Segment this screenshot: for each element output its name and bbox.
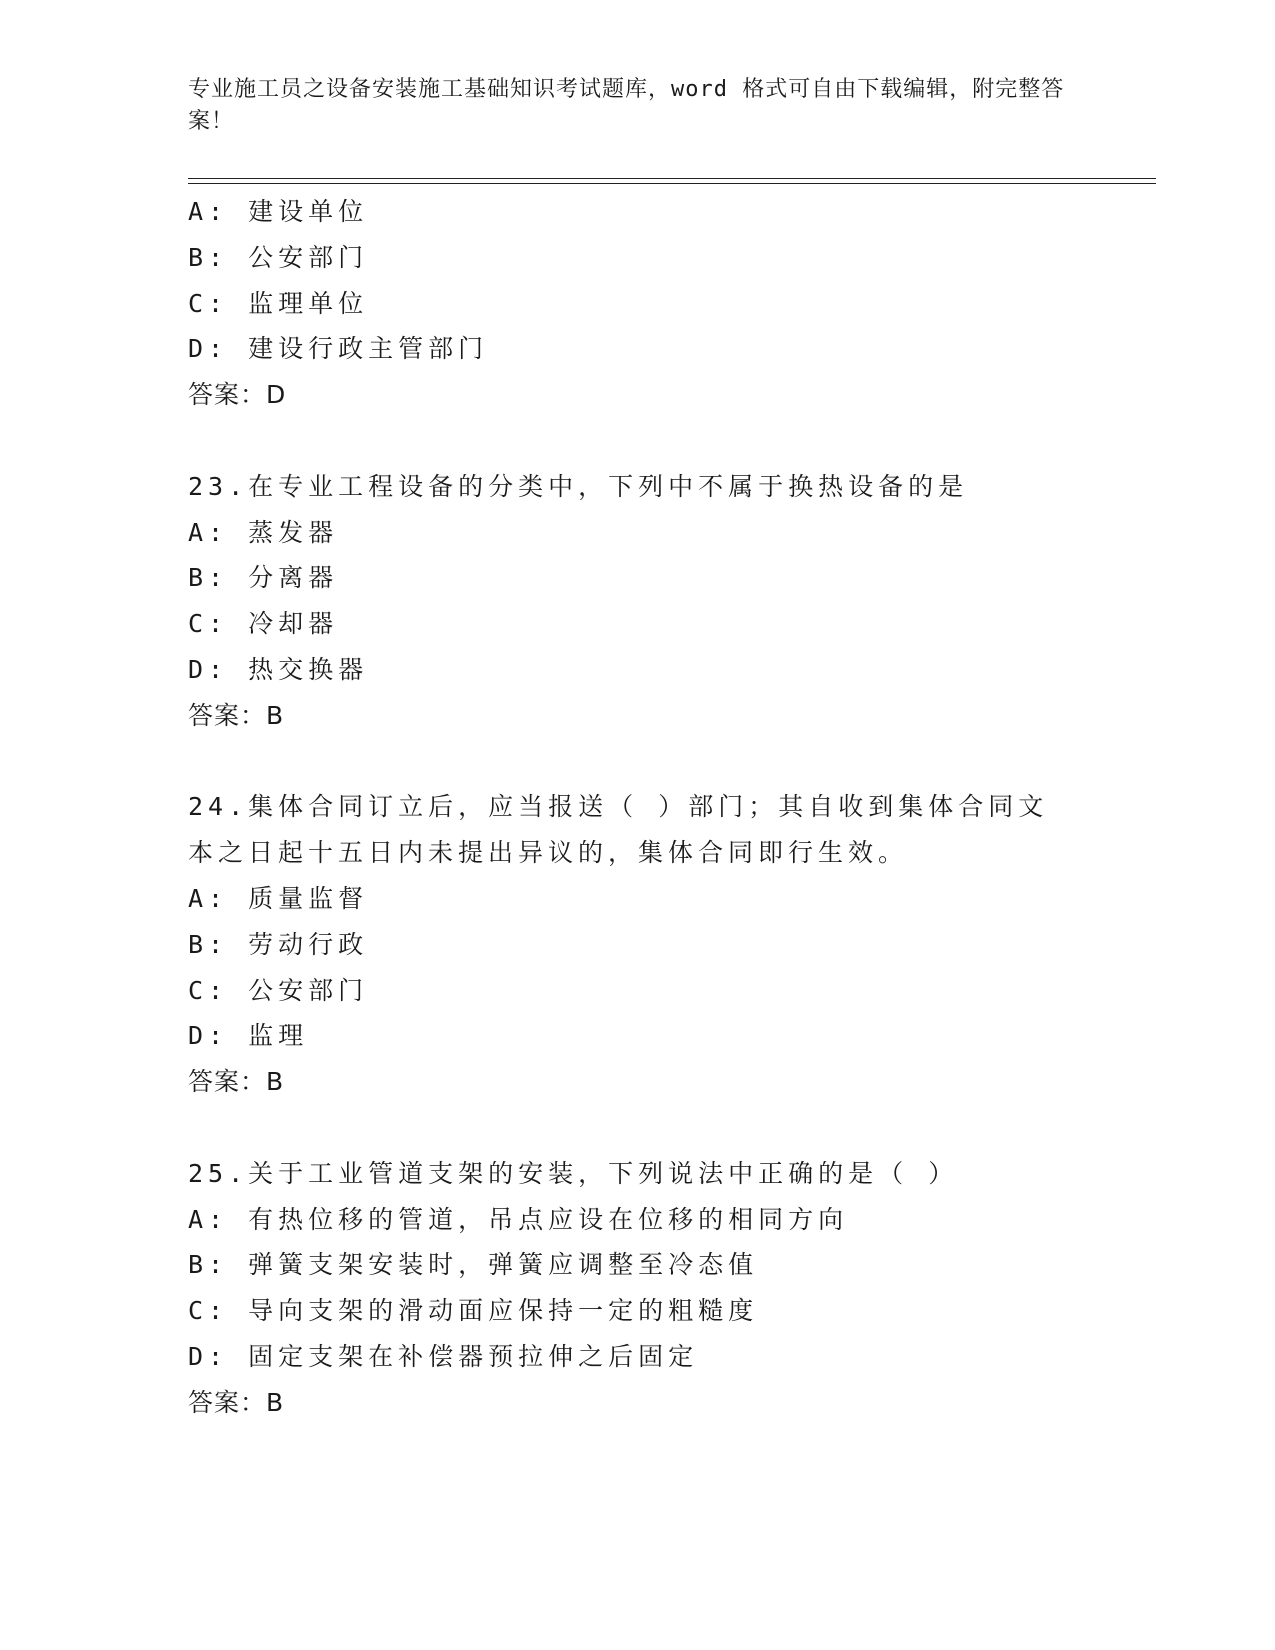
answer-line: 答案：B <box>188 1387 285 1417</box>
answer-line: 答案：D <box>188 380 287 410</box>
spacer <box>188 1105 1088 1151</box>
spacer <box>188 739 1088 785</box>
option-b: B: 弹簧支架安装时，弹簧应调整至冷态值 <box>188 1250 759 1280</box>
option-d: D: 固定支架在补偿器预拉伸之后固定 <box>188 1341 699 1371</box>
question-stem: 25.关于工业管道支架的安装，下列说法中正确的是（ ） <box>188 1158 959 1188</box>
option-b: B: 劳动行政 <box>188 929 369 959</box>
option-a: A: 有热位移的管道，吊点应设在位移的相同方向 <box>188 1204 849 1234</box>
question-content <box>188 189 1088 1426</box>
spacer <box>188 418 1088 464</box>
option-a: A: 质量监督 <box>188 883 369 913</box>
option-b: B: 公安部门 <box>188 242 369 272</box>
option-c: C: 导向支架的滑动面应保持一定的粗糙度 <box>188 1296 759 1326</box>
header-rule-top <box>188 178 1156 179</box>
header-rule-bottom <box>188 183 1156 184</box>
option-d: D: 热交换器 <box>188 654 369 684</box>
previous-question-block <box>188 189 1088 418</box>
answer-line: 答案：B <box>188 700 285 730</box>
question-23-block <box>188 464 1088 739</box>
question-stem: 24.集体合同订立后，应当报送（ ）部门；其自收到集体合同文本之日起十五日内未提出异议的，集体合同即行生效。 <box>188 792 1049 868</box>
question-24-block <box>188 784 1088 1105</box>
option-c: C: 冷却器 <box>188 609 339 639</box>
option-b: B: 分离器 <box>188 563 339 593</box>
option-a: A: 蒸发器 <box>188 517 339 547</box>
option-d: D: 建设行政主管部门 <box>188 334 489 364</box>
option-a: A: 建设单位 <box>188 197 369 226</box>
question-stem: 23.在专业工程设备的分类中，下列中不属于换热设备的是 <box>188 471 969 501</box>
answer-line: 答案：B <box>188 1067 285 1097</box>
option-d: D: 监理 <box>188 1021 309 1051</box>
option-c: C: 监理单位 <box>188 288 369 318</box>
option-c: C: 公安部门 <box>188 975 369 1005</box>
document-header: 专业施工员之设备安装施工基础知识考试题库，word 格式可自由下载编辑，附完整答案！ <box>188 77 1065 134</box>
question-25-block <box>188 1151 1088 1426</box>
